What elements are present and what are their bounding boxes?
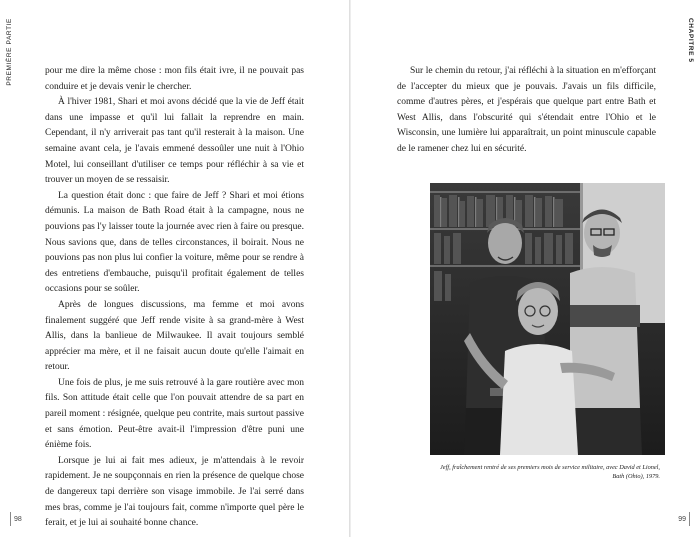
left-page [0,0,349,537]
photo-illustration [430,183,665,455]
paragraph: À l'hiver 1981, Shari et moi avons décidé que la vie de Jeff était dans une impasse et qu'il lui fallait la reprendre en main. Cependant, il n'y arriverait pas tant qu'il resterait à la maison. Une semaine avant cela, je l'avais emmené dessoûler une nuit à l'Ohio Motel, lui conseillant d'utiliser ce temps pour réfléchir à sa vie et trouver un moyen de se ressaisir. [45,97,304,186]
family-photograph [430,183,665,455]
running-head-chapter: CHAPITRE 5 [687,18,694,63]
paragraph: Lorsque je lui ai fait mes adieux, je m'attendais à le revoir rapidement. Je ne soupçonnais en rien la présence de quelque chose de dangereux tapi derrière son visage immobile. Je l'ai serré dans mes bras, comme je l'ai toujours fait, comme n'importe quel père le ferait, et je lui ai souhaité bonne chance. [45,455,304,529]
folio-rule [10,512,11,526]
paragraph: Une fois de plus, je me suis retrouvé à la gare routière avec mon fils. Son attitude était celle que l'on pouvait attendre de sa part en pareil moment : résignée, quelque peu contrite, mais surtout passive et sans émotion. Peut-être avait-il l'impression d'être puni une énième fois. [45,377,304,451]
paragraph: La question était donc : que faire de Jeff ? Shari et moi étions démunis. La maison de Bath Road était à la campagne, nous ne pouvions pas l'y laisser toute la journée avec rien à faire ou presque. Nous savions que, dans de telles circonstances, il boirait. Nous ne pouvions pas non plus lui confier la voiture, même pour se rendre à des entretiens d'embauche, puisqu'il profitait également de telles occasions pour se soûler. [45,190,304,295]
running-head-part: PREMIÈRE PARTIE [6,18,13,86]
paragraph: Sur le chemin du retour, j'ai réfléchi à la situation en m'efforçant de l'accepter du mieux que je pouvais. J'avais un fils difficile, comme d'autres pères, et j'espérais que quelque part entre Bath et West Allis, dans l'obscurité qui s'étendait entre l'Ohio et le Wisconsin, une lumière lui apparaîtrait, un point minuscule capable de le ramener chez lui en sécurité. [397,66,656,154]
paragraph: Après de longues discussions, ma femme et moi avons finalement suggéré que Jeff rende visite à sa grand-mère à West Allis, dans la banlieue de Milwaukee. Il avait toujours semblé apprécier ma mère, et il ne faisait aucun doute qu'elle l'aimait en retour. [45,299,304,373]
folio-rule [689,512,690,526]
right-page-body-text [397,64,656,158]
paragraph: pour me dire la même chose : mon fils était ivre, il ne pouvait pas conduire et je devais venir le chercher. [45,66,304,92]
left-page-body-text [45,64,304,532]
page-number-left: 98 [14,516,22,523]
photo-caption: Jeff, fraîchement rentré de ses premiers mois de service militaire, avec David et Lionel, Bath (Ohio), 1979. [440,464,660,480]
page-number-right: 99 [678,516,686,523]
